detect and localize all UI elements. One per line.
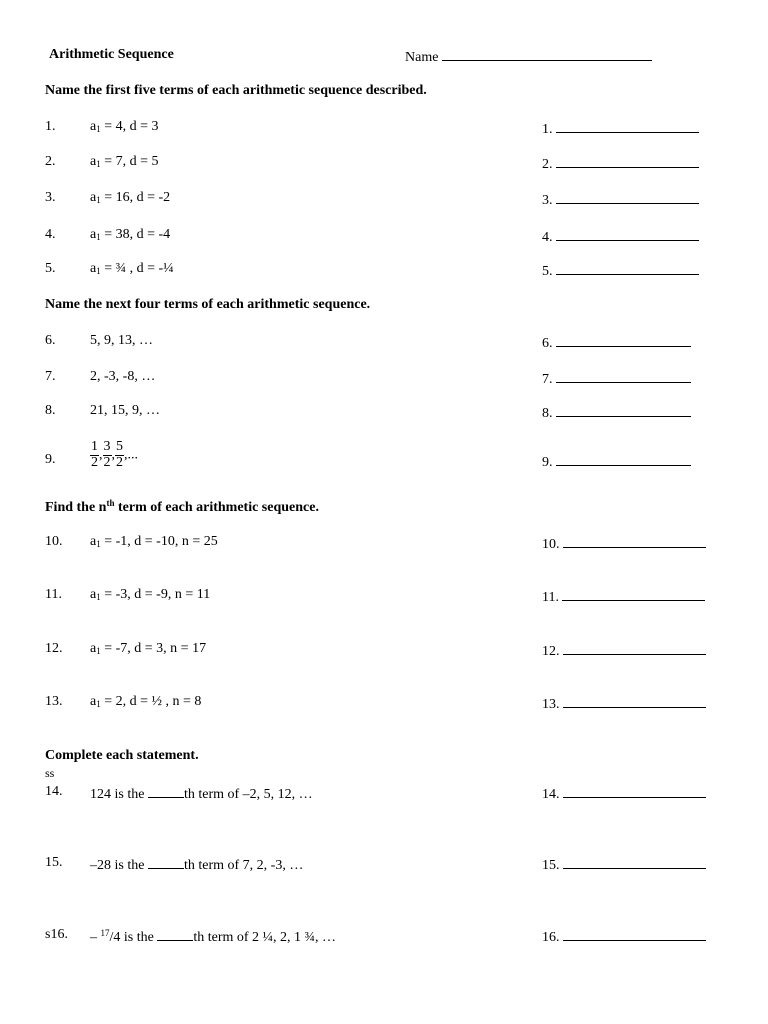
- answer-field[interactable]: 6.: [542, 334, 691, 351]
- problem-number: s16.: [45, 927, 68, 942]
- section-heading-nth-term: Find the $n^{th}$ term of each arithmetic sequence.: [45, 498, 319, 515]
- problem-text: $a_1 = -7$, d = 3, n = 17: [90, 641, 207, 656]
- answer-field[interactable]: 5.: [542, 262, 699, 279]
- problem-text: $a_1 = 4$, d = 3: [90, 119, 159, 134]
- problem-text: 5, 9, 13, …: [90, 333, 153, 348]
- answer-field[interactable]: 13.: [542, 695, 706, 712]
- problem-text: 124 is the th term of –2, 5, 12, …: [90, 787, 313, 802]
- problem-number: 4.: [45, 227, 56, 242]
- inline-blank[interactable]: [148, 785, 184, 798]
- answer-field[interactable]: 2.: [542, 155, 699, 172]
- problem-number: 12.: [45, 641, 63, 656]
- answer-field[interactable]: 16.: [542, 928, 706, 945]
- inline-blank[interactable]: [157, 928, 193, 941]
- problem-text: $a_1 = 16$, d = -2: [90, 190, 171, 205]
- problem-number: 5.: [45, 261, 56, 276]
- problem-number: 13.: [45, 694, 63, 709]
- problem-text: $a_1 = -1$, d = -10, n = 25: [90, 534, 218, 549]
- answer-field[interactable]: 14.: [542, 785, 706, 802]
- problem-number: 9.: [45, 452, 56, 467]
- problem-text: –28 is the th term of 7, 2, -3, …: [90, 858, 304, 873]
- section-heading-next-four: Name the next four terms of each arithmetic sequence.: [45, 297, 371, 312]
- problem-number: 3.: [45, 190, 56, 205]
- problem-number: 2.: [45, 154, 56, 169]
- name-label: Name: [405, 50, 439, 65]
- section-heading-first-five: Name the first five terms of each arithmetic sequence described.: [45, 83, 427, 98]
- problem-text: $a_1 = 38$, d = -4: [90, 227, 171, 242]
- problem-fractions: $\frac{1}{2}$ , $\frac{3}{2}$ , $\frac{5}{2}$ ,...: [91, 439, 138, 470]
- problem-number: 7.: [45, 369, 56, 384]
- section-heading-complete: Complete each statement.: [45, 748, 199, 763]
- name-blank[interactable]: [442, 48, 652, 61]
- problem-number: 15.: [45, 855, 63, 870]
- answer-field[interactable]: 3.: [542, 191, 699, 208]
- problem-text: $a_1 = 2$, d = ½ , n = 8: [90, 694, 202, 709]
- answer-field[interactable]: 10.: [542, 535, 706, 552]
- problem-text: – $^{17}$/4 is the th term of 2 ¼, 2, 1 ¾, …: [90, 928, 337, 945]
- problem-number: 14.: [45, 784, 63, 799]
- problem-number: 1.: [45, 119, 56, 134]
- answer-field[interactable]: 9.: [542, 453, 691, 470]
- inline-blank[interactable]: [148, 856, 184, 869]
- stray-text: ss: [45, 766, 55, 780]
- problem-number: 6.: [45, 333, 56, 348]
- answer-field[interactable]: 7.: [542, 370, 691, 387]
- problem-number: 11.: [45, 587, 62, 602]
- problem-text: $a_1 = 7$, d = 5: [90, 154, 159, 169]
- answer-field[interactable]: 15.: [542, 856, 706, 873]
- name-field[interactable]: [405, 48, 652, 65]
- problem-text: $a_1$ = ¾ , d = -¼: [90, 261, 174, 276]
- answer-field[interactable]: 4.: [542, 228, 699, 245]
- problem-number: 8.: [45, 403, 56, 418]
- answer-field[interactable]: 1.: [542, 120, 699, 137]
- problem-text: 2, -3, -8, …: [90, 369, 156, 384]
- answer-field[interactable]: 8.: [542, 404, 691, 421]
- problem-number: 10.: [45, 534, 63, 549]
- worksheet-title: Arithmetic Sequence: [49, 47, 174, 62]
- problem-text: $a_1 = -3$, d = -9, n = 11: [90, 587, 211, 602]
- problem-text: 21, 15, 9, …: [90, 403, 160, 418]
- answer-field[interactable]: 11.: [542, 588, 705, 605]
- answer-field[interactable]: 12.: [542, 642, 706, 659]
